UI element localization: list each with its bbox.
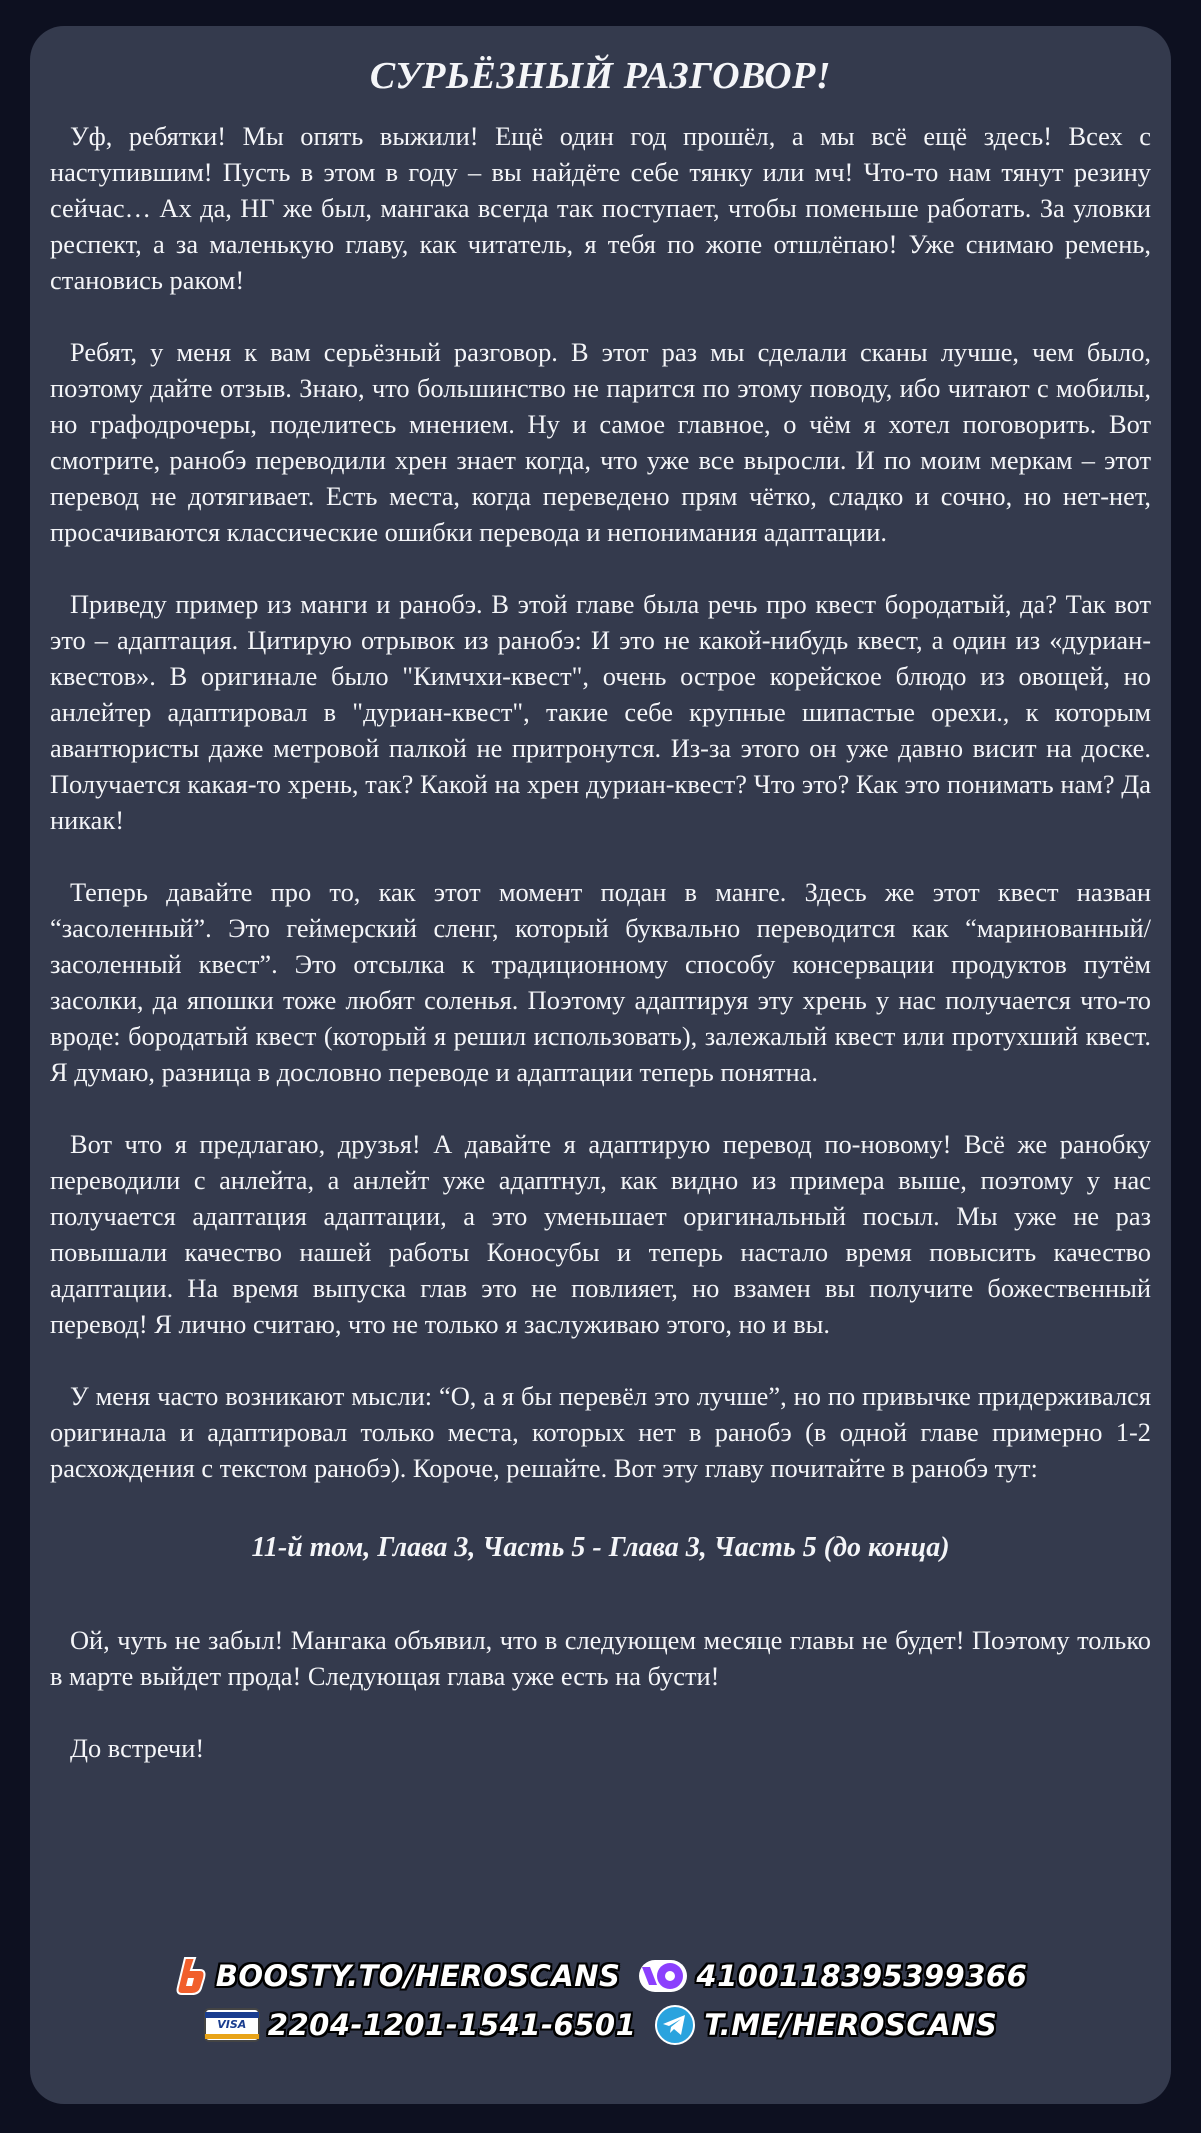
yoomoney-wallet[interactable] — [638, 1959, 1027, 1993]
chapter-reference: 11-й том, Глава 3, Часть 5 - Глава 3, Часть 5 (до конца) — [251, 1532, 950, 1563]
yoomoney-number: 4100118395399366 — [696, 1959, 1028, 1993]
footer-links — [30, 1956, 1171, 2054]
card-number: 2204-1201-1541-6501 — [267, 2008, 637, 2042]
telegram-icon — [654, 2004, 696, 2046]
telegram-url: T.ME/HEROSCANS — [704, 2008, 998, 2042]
boosty-url: BOOSTY.TO/HEROSCANS — [215, 1959, 621, 1993]
footer-row-2 — [30, 2004, 1171, 2046]
footer-row-1 — [30, 1956, 1171, 1996]
page-title: СУРЬЁЗНЫЙ РАЗГОВОР! — [369, 55, 832, 97]
boosty-icon — [174, 1956, 208, 1996]
goodbye-text: До встречи! — [70, 1733, 205, 1763]
paragraph-after: Ой, чуть не забыл! Мангака объявил, что в следующем месяце главы не будет! Поэтому только в марте выйдет прода! Следующая глава уже есть на бусти! — [50, 1625, 1151, 1691]
paragraph-6: У меня часто возникают мысли: “О, а я бы перевёл это лучше”, но по привычке придерживался оригинала и адаптировал только места, которых нет в ранобэ (в одной главе примерно 1-2 расхождения с текстом ранобэ). Короче, решайте. Вот эту главу почитайте в ранобэ тут: — [50, 1381, 1151, 1483]
telegram-link[interactable] — [654, 2004, 997, 2046]
paragraph-5: Вот что я предлагаю, друзья! А давайте я адаптирую перевод по-новому! Всё же ранобку переводили с анлейта, а анлейт уже адаптнул, как видно из примера выше, поэтому у нас получается адаптация адаптации, а это уменьшает оригинальный посыл. Мы уже не раз повышали качество нашей работы Коносубы и теперь настало время повысить качество адаптации. На время выпуска глав это не повлияет, но взамен вы получите божественный перевод! Я лично считаю, что не только я заслуживаю этого, но и вы. — [50, 1129, 1151, 1339]
visa-card-icon — [204, 2008, 260, 2042]
paragraph-2: Ребят, у меня к вам серьёзный разговор. В этот раз мы сделали сканы лучше, чем было, поэтому дайте отзыв. Знаю, что большинство не парится по этому поводу, ибо читают с мобилы, но графодрочеры, поделитесь мнением. Ну и самое главное, о чём я хотел поговорить. Вот смотрите, ранобэ переводили хрен знает когда, что уже все выросли. И по моим меркам – этот перевод не дотягивает. Есть места, когда переведено прям чётко, сладко и сочно, но нет-нет, просачиваются классические ошибки перевода и непонимания адаптации. — [50, 337, 1151, 547]
card-number-item[interactable] — [204, 2008, 636, 2042]
visa-label: VISA — [217, 2018, 247, 2031]
announcement-card — [30, 26, 1171, 2104]
paragraph-3: Приведу пример из манги и ранобэ. В этой главе была речь про квест бородатый, да? Так вот это – адаптация. Цитирую отрывок из ранобэ: И это не какой-нибудь квест, а один из «дуриан-квестов». В оригинале было "Кимчхи-квест", очень острое корейское блюдо из овощей, но анлейтер адаптировал в "дуриан-квест", такие себе крупные шипастые орехи., к которым авантюристы даже метровой палкой не притронутся. Из-за этого он уже давно висит на доске. Получается какая-то хрень, так? Какой на хрен дуриан-квест? Что это? Как это понимать нам? Да никак! — [50, 589, 1151, 835]
yoomoney-icon — [638, 1959, 688, 1993]
paragraph-4: Теперь давайте про то, как этот момент подан в манге. Здесь же этот квест назван “засоленный”. Это геймерский сленг, который буквально переводится как “маринованный/засоленный квест”. Это отсылка к традиционному способу консервации продуктов путём засолки, да япошки тоже любят соленья. Поэтому адаптируя эту хрень у нас получается что-то вроде: бородатый квест (который я решил использовать), залежалый квест или протухший квест. Я думаю, разница в дословно переводе и адаптации теперь понятна. — [50, 877, 1151, 1087]
paragraph-1: Уф, ребятки! Мы опять выжили! Ещё один год прошёл, а мы всё ещё здесь! Всех с наступившим! Пусть в этом в году – вы найдёте себе тянку или мч! Что-то нам тянут резину сейчас… Ах да, НГ же был, мангака всегда так поступает, чтобы поменьше работать. За уловки респект, а за маленькую главу, как читатель, я тебя по жопе отшлёпаю! Уже снимаю ремень, становись раком! — [50, 121, 1151, 295]
boosty-link[interactable] — [174, 1956, 621, 1996]
